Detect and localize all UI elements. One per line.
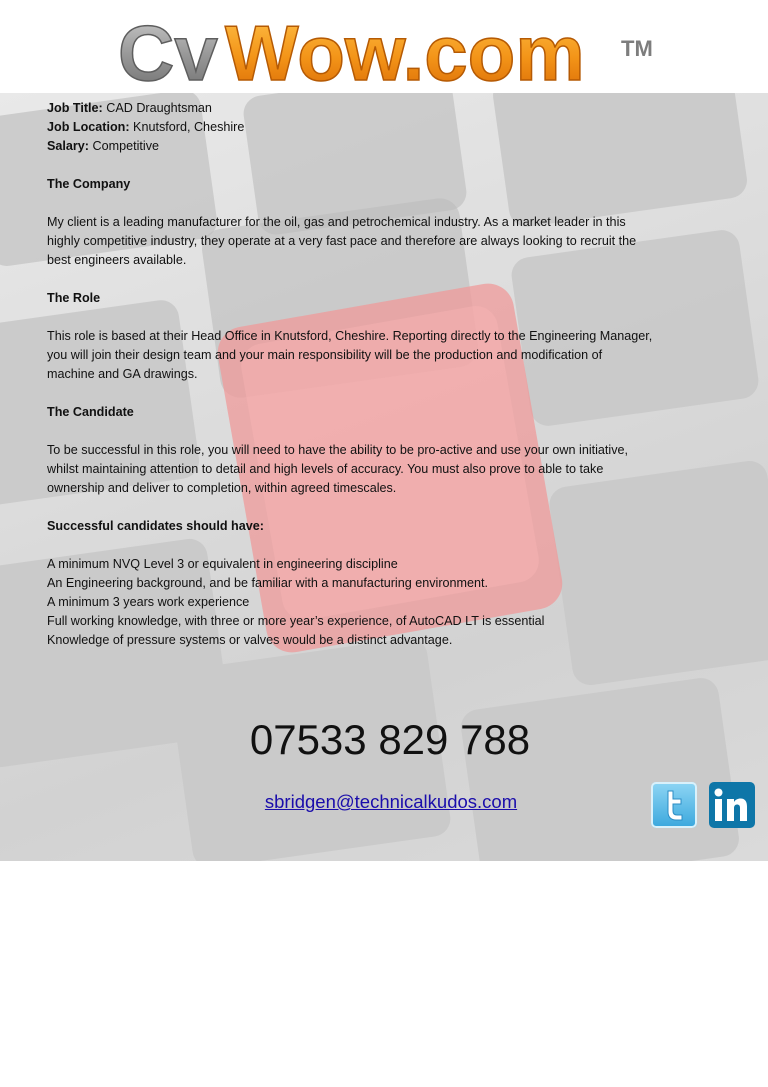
job-location-row <box>47 118 737 137</box>
email-link[interactable]: sbridgen@technicalkudos.com <box>264 791 518 812</box>
phone-number: 07533 829 788 <box>249 716 531 763</box>
job-title-row <box>47 99 737 118</box>
twitter-icon[interactable] <box>651 782 697 828</box>
salary-value: Competitive <box>89 139 160 153</box>
candidate-text-line: ownership and deliver to completion, within agreed timescales. <box>47 481 397 495</box>
role-text-line: This role is based at their Head Office in Knutsford, Cheshire. Reporting directly to the Engineering Manager, <box>47 329 653 343</box>
job-advert <box>47 99 737 650</box>
role-text-line: machine and GA drawings. <box>47 367 198 381</box>
candidate-text-line: whilst maintaining attention to detail and high levels of accuracy. You must also prove to able to take <box>47 462 604 476</box>
job-location-value: Knutsford, Cheshire <box>129 120 245 134</box>
logo-text-wow: Wow.com <box>225 9 585 93</box>
candidate-heading: The Candidate <box>47 405 134 419</box>
company-text-line: best engineers available. <box>47 253 187 267</box>
logo-text-cv: Cv <box>118 9 218 93</box>
requirements-heading: Successful candidates should have: <box>47 519 264 533</box>
logo-trademark: TM <box>621 36 653 61</box>
salary-row <box>47 137 737 156</box>
role-heading: The Role <box>47 291 101 305</box>
company-heading: The Company <box>47 177 131 191</box>
candidate-text-line: To be successful in this role, you will need to have the ability to be pro-active and use your own initiative, <box>47 443 629 457</box>
requirement-item: Full working knowledge, with three or more year’s experience, of AutoCAD LT is essential <box>47 614 545 628</box>
company-text-line: highly competitive industry, they operate at a very fast pace and therefore are always looking to recruit the <box>47 234 637 248</box>
salary-label: Salary: <box>47 139 90 153</box>
role-text-line: you will join their design team and your main responsibility will be the production and modification of <box>47 348 603 362</box>
requirement-item: A minimum NVQ Level 3 or equivalent in engineering discipline <box>47 557 398 571</box>
requirement-item: Knowledge of pressure systems or valves would be a distinct advantage. <box>47 633 453 647</box>
job-location-label: Job Location: <box>47 120 130 134</box>
requirement-item: An Engineering background, and be familiar with a manufacturing environment. <box>47 576 489 590</box>
company-text-line: My client is a leading manufacturer for the oil, gas and petrochemical industry. As a market leader in this <box>47 215 626 229</box>
job-title-label: Job Title: <box>47 101 103 115</box>
requirement-item: A minimum 3 years work experience <box>47 595 250 609</box>
job-title-value: CAD Draughtsman <box>102 101 212 115</box>
linkedin-icon[interactable] <box>709 782 755 828</box>
cvwow-logo <box>0 0 768 93</box>
